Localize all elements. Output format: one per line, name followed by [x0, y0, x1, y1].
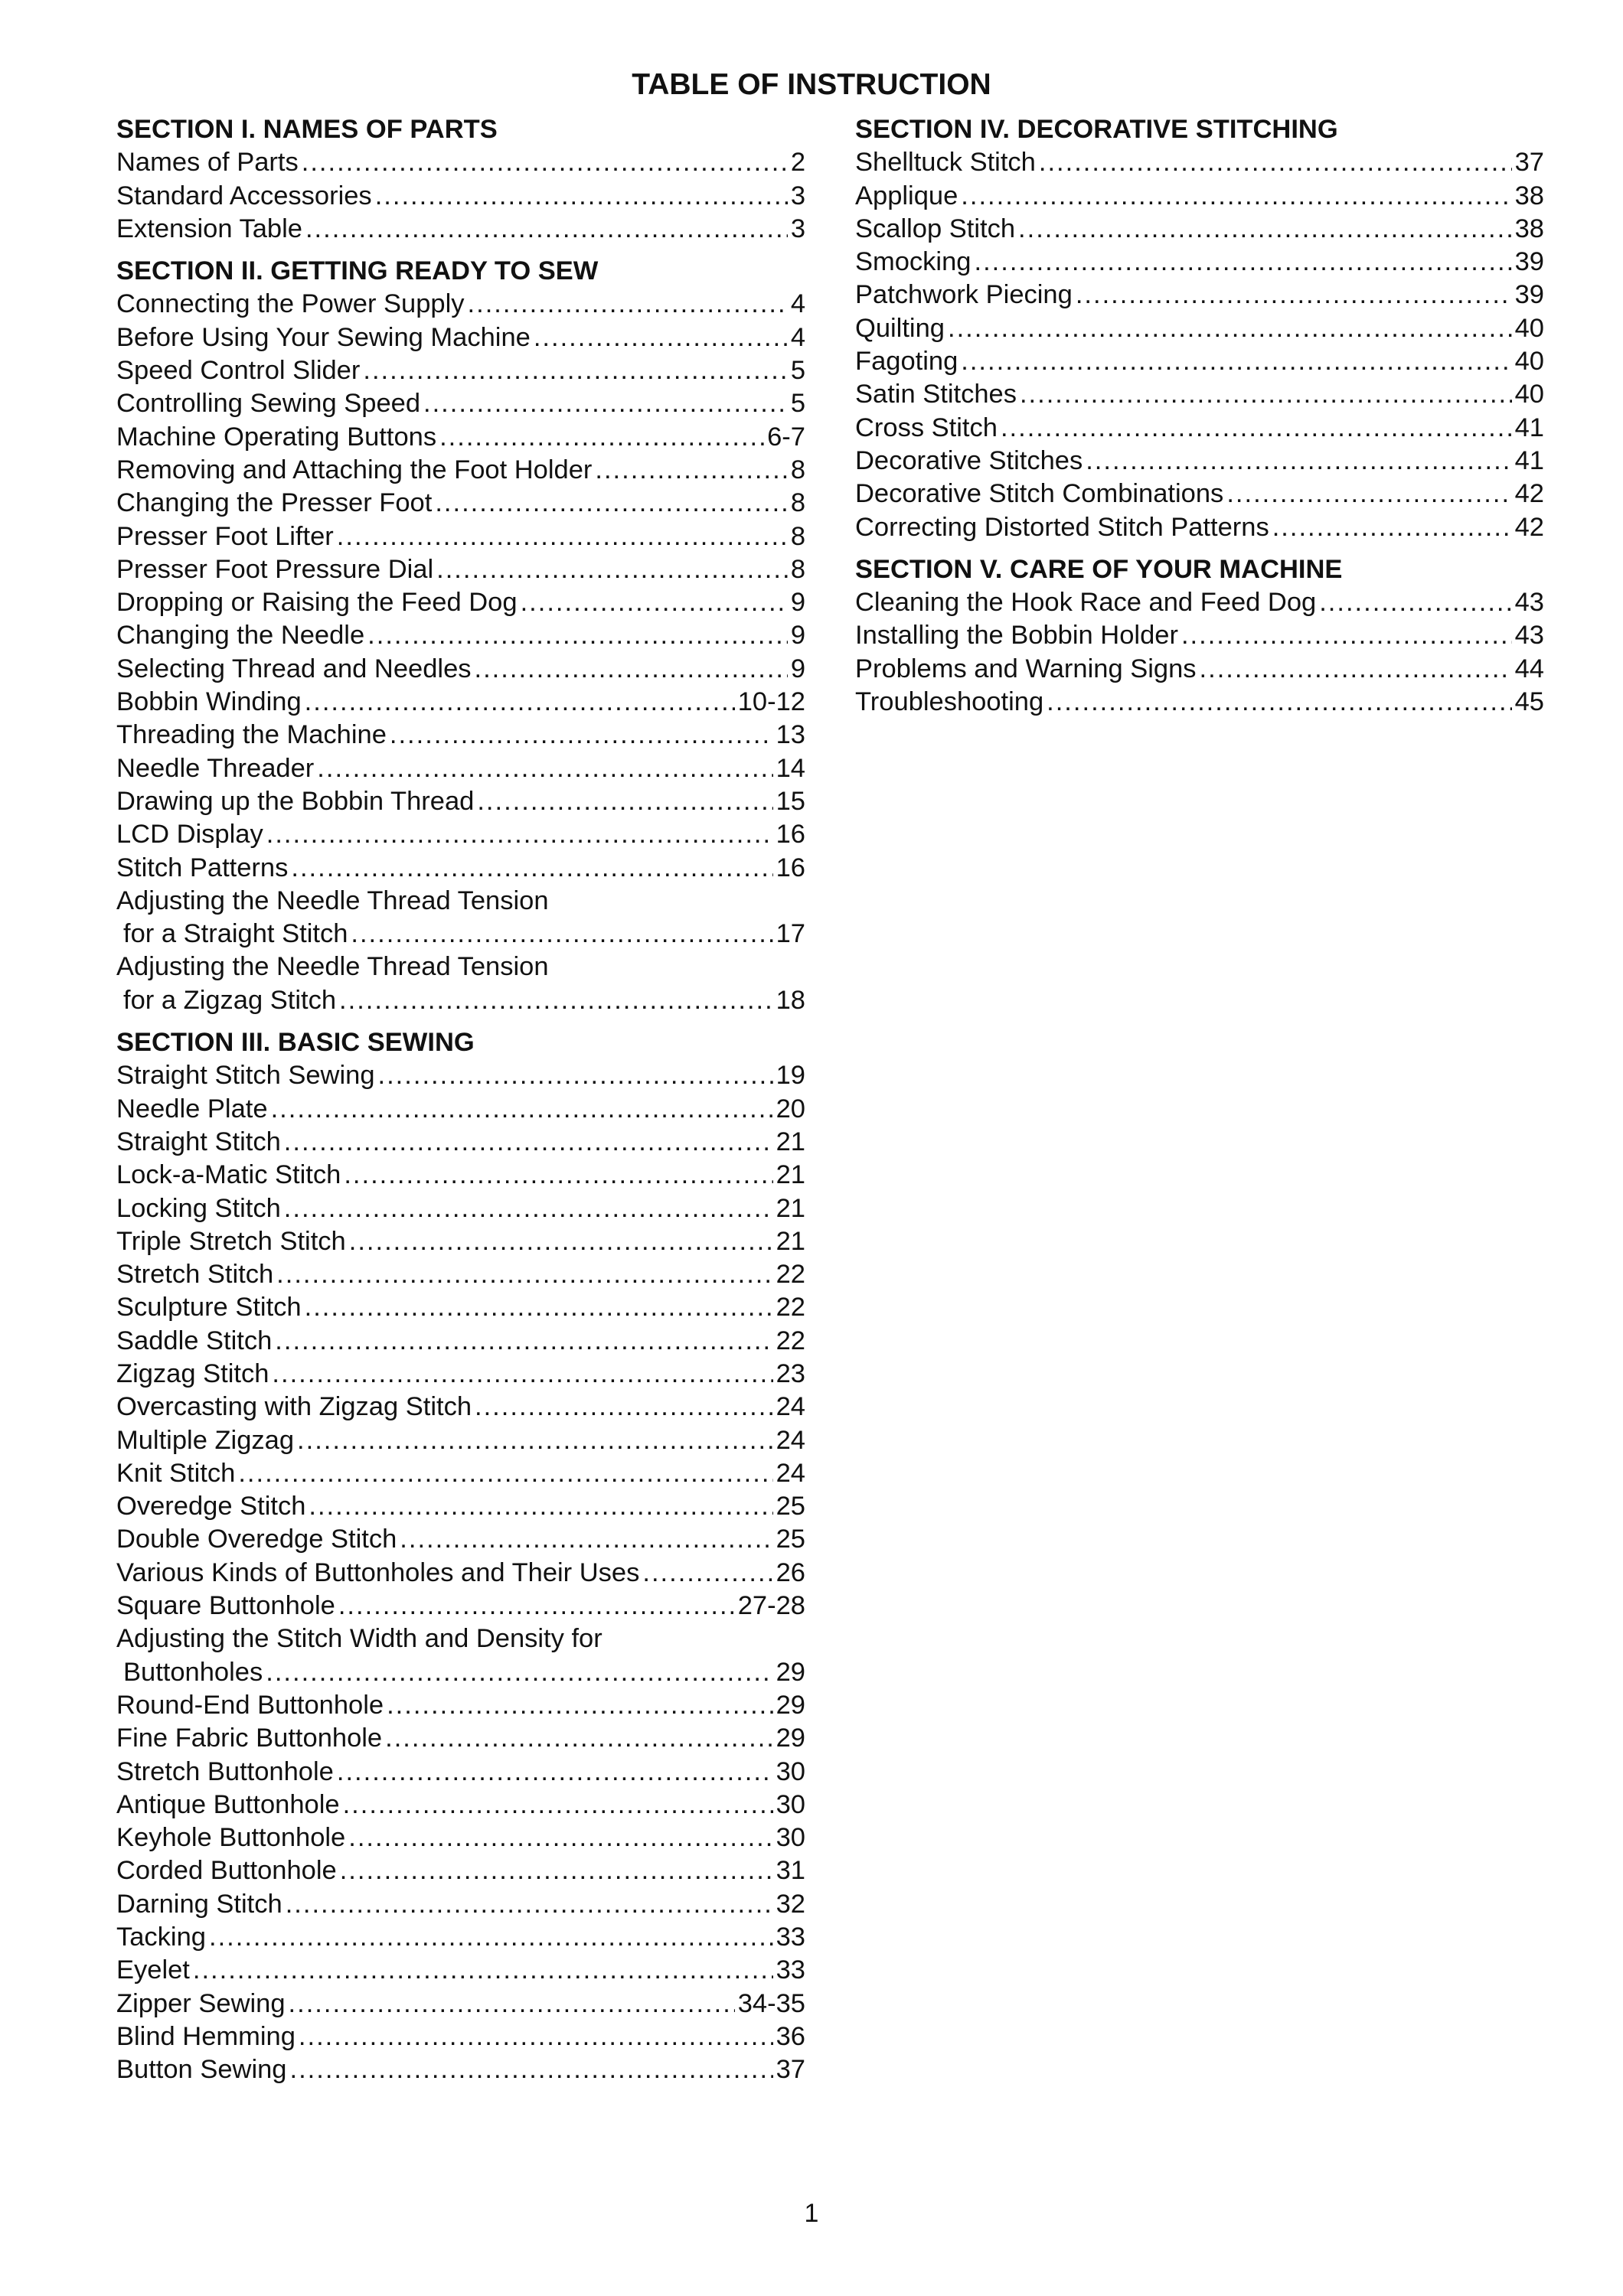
- entry-label: Shelltuck Stitch: [855, 148, 1036, 178]
- section-title: SECTION V. CARE OF YOUR MACHINE: [855, 554, 1343, 584]
- dot-leader: [193, 1954, 773, 1987]
- entry-label: Cross Stitch: [855, 413, 998, 442]
- toc-entry-double-overedge-stitch[interactable]: [116, 1523, 805, 1556]
- entry-label: Quilting: [855, 313, 945, 343]
- entry-page-number: 24: [776, 1392, 805, 1422]
- entry-page-number: 13: [776, 720, 805, 750]
- toc-entry-troubleshooting[interactable]: [855, 686, 1544, 719]
- entry-label: Locking Stitch: [116, 1193, 281, 1223]
- entry-label: Decorative Stitches: [855, 445, 1083, 475]
- entry-label: Speed Control Slider: [116, 356, 361, 386]
- toc-entry-for-a-straight-stitch[interactable]: [116, 918, 805, 951]
- toc-entry-before-using-your-sewing-machine[interactable]: [116, 321, 805, 354]
- dot-leader: [284, 1192, 773, 1225]
- entry-label: Stitch Patterns: [116, 853, 289, 882]
- toc-entry-buttonholes[interactable]: [116, 1656, 805, 1689]
- entry-label: Presser Foot Lifter: [116, 521, 334, 551]
- dot-leader: [305, 686, 735, 719]
- dot-leader: [378, 1059, 773, 1092]
- entry-page-number: 37: [776, 2055, 805, 2085]
- entry-label: Problems and Warning Signs: [855, 654, 1197, 683]
- entry-page-number: 2: [790, 148, 805, 178]
- entry-page-number: 34-35: [737, 1988, 805, 2018]
- dot-leader: [289, 2053, 772, 2086]
- entry-page-number: 30: [776, 1756, 805, 1786]
- entry-page-number: 24: [776, 1425, 805, 1455]
- entry-label: Dropping or Raising the Feed Dog: [116, 588, 518, 618]
- dot-leader: [238, 1457, 772, 1490]
- entry-label: Antique Buttonhole: [116, 1789, 340, 1819]
- toc-section: [116, 113, 805, 246]
- toc-entry-presser-foot-lifter[interactable]: [116, 520, 805, 553]
- toc-entry-installing-the-bobbin-holder[interactable]: [855, 619, 1544, 652]
- dot-leader: [209, 1921, 773, 1954]
- dot-leader: [339, 984, 773, 1017]
- toc-entry-controlling-sewing-speed[interactable]: [116, 387, 805, 420]
- toc-entry-stretch-buttonhole[interactable]: [116, 1756, 805, 1789]
- toc-entry-round-end-buttonhole[interactable]: [116, 1689, 805, 1722]
- entry-label: Zipper Sewing: [116, 1988, 286, 2018]
- entry-label: Satin Stitches: [855, 380, 1017, 409]
- entry-label: Presser Foot Pressure Dial: [116, 554, 434, 584]
- dot-leader: [1200, 653, 1512, 686]
- entry-page-number: 44: [1514, 654, 1544, 683]
- dot-leader: [284, 1126, 773, 1159]
- toc-entry-fagoting[interactable]: [855, 345, 1544, 378]
- toc-entry-tacking[interactable]: [116, 1921, 805, 1954]
- toc-entry-shelltuck-stitch[interactable]: [855, 146, 1544, 179]
- toc-entry-problems-and-warning-signs[interactable]: [855, 653, 1544, 686]
- dot-leader: [338, 1590, 735, 1623]
- entry-label: Correcting Distorted Stitch Patterns: [855, 512, 1269, 542]
- entry-page-number: 40: [1514, 313, 1544, 343]
- toc-entry-scallop-stitch[interactable]: [855, 213, 1544, 246]
- dot-leader: [337, 520, 788, 553]
- toc-entry-changing-the-needle[interactable]: [116, 619, 805, 652]
- dot-leader: [367, 619, 788, 652]
- toc-entry-cleaning-the-hook-race-and-feed-dog[interactable]: [855, 586, 1544, 619]
- dot-leader: [595, 454, 787, 487]
- entry-page-number: 5: [790, 356, 805, 386]
- entry-page-number: 42: [1514, 479, 1544, 509]
- section-title: SECTION III. BASIC SEWING: [116, 1028, 475, 1058]
- toc-section: [116, 1026, 805, 2087]
- entry-page-number: 16: [776, 820, 805, 850]
- entry-page-number: 15: [776, 786, 805, 816]
- entry-label: Applique: [855, 181, 958, 210]
- entry-page-number: 29: [776, 1724, 805, 1753]
- toc-entry-lock-a-matic-stitch[interactable]: [116, 1159, 805, 1192]
- entry-page-number: 31: [776, 1856, 805, 1886]
- toc-entry-overcasting-with-zigzag-stitch[interactable]: [116, 1391, 805, 1424]
- entry-label: Multiple Zigzag: [116, 1425, 295, 1455]
- toc-entry-square-buttonhole[interactable]: [116, 1590, 805, 1623]
- dot-leader: [302, 146, 788, 179]
- dot-leader: [305, 213, 788, 246]
- entry-page-number: 36: [776, 2021, 805, 2051]
- entry-page-number: 8: [790, 521, 805, 551]
- entry-label: Changing the Needle: [116, 621, 365, 651]
- toc-entry-selecting-thread-and-needles[interactable]: [116, 653, 805, 686]
- entry-page-number: 4: [790, 322, 805, 352]
- toc-entry-patchwork-piecing[interactable]: [855, 279, 1544, 311]
- dot-leader: [439, 421, 764, 454]
- toc-entry-machine-operating-buttons[interactable]: [116, 421, 805, 454]
- dot-leader: [475, 1391, 773, 1424]
- dot-leader: [344, 1159, 772, 1192]
- toc-entry-dropping-or-raising-the-feed-dog[interactable]: [116, 586, 805, 619]
- toc-entry-zigzag-stitch[interactable]: [116, 1358, 805, 1391]
- entry-label: Triple Stretch Stitch: [116, 1226, 346, 1256]
- entry-label: Decorative Stitch Combinations: [855, 479, 1224, 509]
- entry-page-number: 21: [776, 1127, 805, 1156]
- entry-page-number: 38: [1514, 181, 1544, 210]
- entry-label: Before Using Your Sewing Machine: [116, 322, 531, 352]
- section-title: SECTION IV. DECORATIVE STITCHING: [855, 115, 1338, 144]
- dot-leader: [317, 752, 772, 785]
- entry-page-number: 33: [776, 1955, 805, 1985]
- toc-entry-standard-accessories[interactable]: [116, 180, 805, 213]
- toc-section: [855, 553, 1544, 719]
- entry-page-number: 30: [776, 1789, 805, 1819]
- dot-leader: [343, 1789, 773, 1821]
- toc-entry-antique-buttonhole[interactable]: [116, 1789, 805, 1821]
- entry-page-number: 17: [776, 919, 805, 949]
- toc-entry-triple-stretch-stitch[interactable]: [116, 1225, 805, 1258]
- entry-page-number: 24: [776, 1458, 805, 1488]
- page-title: TABLE OF INSTRUCTION: [632, 68, 991, 101]
- toc-entry-changing-the-presser-foot[interactable]: [116, 487, 805, 520]
- dot-leader: [1181, 619, 1512, 652]
- entry-page-number: 33: [776, 1923, 805, 1952]
- entry-label: for a Zigzag Stitch: [123, 985, 337, 1015]
- section-title: SECTION II. GETTING READY TO SEW: [116, 256, 599, 286]
- toc-entry-keyhole-buttonhole[interactable]: [116, 1821, 805, 1854]
- dot-leader: [1047, 686, 1511, 719]
- entry-label: Connecting the Power Supply: [116, 289, 465, 319]
- dot-leader: [349, 1225, 773, 1258]
- dot-leader: [305, 1291, 773, 1324]
- dot-leader: [348, 1821, 772, 1854]
- entry-page-number: 6-7: [767, 422, 805, 452]
- toc-entry-applique[interactable]: [855, 180, 1544, 213]
- dot-leader: [1086, 445, 1511, 478]
- toc-entry-fine-fabric-buttonhole[interactable]: [116, 1722, 805, 1755]
- entry-label: Installing the Bobbin Holder: [855, 621, 1178, 651]
- entry-label: Changing the Presser Foot: [116, 488, 433, 518]
- entry-label: for a Straight Stitch: [123, 919, 348, 949]
- entry-label: Various Kinds of Buttonholes and Their Uses: [116, 1557, 640, 1587]
- toc-entry-speed-control-slider[interactable]: [116, 354, 805, 387]
- entry-page-number: 38: [1514, 214, 1544, 243]
- dot-leader: [390, 719, 773, 752]
- dot-leader: [266, 818, 773, 851]
- entry-label: Stretch Stitch: [116, 1260, 274, 1290]
- entry-page-number: 30: [776, 1823, 805, 1853]
- toc-entry-blind-hemming[interactable]: [116, 2020, 805, 2053]
- toc-entry-lcd-display[interactable]: [116, 818, 805, 851]
- toc-entry-zipper-sewing[interactable]: [116, 1988, 805, 2020]
- entry-page-number: 3: [790, 181, 805, 210]
- dot-leader: [1039, 146, 1512, 179]
- toc-entry-locking-stitch[interactable]: [116, 1192, 805, 1225]
- entry-page-number: 9: [790, 654, 805, 683]
- entry-page-number: 27-28: [737, 1591, 805, 1621]
- dot-leader: [1020, 378, 1512, 411]
- entry-label: Standard Accessories: [116, 181, 372, 210]
- entry-label: Straight Stitch Sewing: [116, 1061, 375, 1091]
- entry-page-number: 39: [1514, 280, 1544, 310]
- entry-page-number: 19: [776, 1061, 805, 1091]
- entry-page-number: 43: [1514, 588, 1544, 618]
- dot-leader: [436, 553, 788, 586]
- entry-page-number: 42: [1514, 512, 1544, 542]
- entry-page-number: 9: [790, 621, 805, 651]
- entry-label: Adjusting the Stitch Width and Density for: [116, 1624, 603, 1654]
- toc-entry-decorative-stitch-combinations[interactable]: [855, 478, 1544, 510]
- entry-label: Cleaning the Hook Race and Feed Dog: [855, 588, 1317, 618]
- dot-leader: [961, 345, 1511, 378]
- toc-entry-eyelet[interactable]: [116, 1954, 805, 1987]
- entry-label: Machine Operating Buttons: [116, 422, 437, 452]
- entry-page-number: 5: [790, 389, 805, 419]
- entry-page-number: 40: [1514, 380, 1544, 409]
- entry-label: Needle Plate: [116, 1094, 268, 1124]
- toc-entry-heading[interactable]: [116, 885, 805, 918]
- entry-label: Sculpture Stitch: [116, 1293, 302, 1322]
- toc-entry-saddle-stitch[interactable]: [116, 1325, 805, 1358]
- entry-page-number: 45: [1514, 687, 1544, 717]
- dot-leader: [948, 312, 1512, 345]
- toc-entry-extension-table[interactable]: [116, 213, 805, 246]
- entry-page-number: 41: [1514, 445, 1544, 475]
- entry-label: Names of Parts: [116, 148, 299, 178]
- entry-page-number: 10-12: [737, 687, 805, 717]
- entry-label: Square Buttonhole: [116, 1591, 335, 1621]
- entry-label: Adjusting the Needle Thread Tension: [116, 952, 549, 982]
- dot-leader: [289, 1988, 735, 2020]
- entry-label: Button Sewing: [116, 2055, 287, 2085]
- dot-leader: [291, 852, 772, 885]
- dot-leader: [297, 1424, 773, 1457]
- entry-label: Stretch Buttonhole: [116, 1756, 334, 1786]
- toc-entry-correcting-distorted-stitch-patterns[interactable]: [855, 511, 1544, 544]
- dot-leader: [363, 354, 787, 387]
- entry-page-number: 8: [790, 554, 805, 584]
- toc-entry-stretch-stitch[interactable]: [116, 1258, 805, 1291]
- toc-right-column: [855, 113, 1544, 728]
- dot-leader: [272, 1358, 772, 1391]
- entry-label: Troubleshooting: [855, 687, 1044, 717]
- toc-entry-threading-the-machine[interactable]: [116, 719, 805, 752]
- dot-leader: [309, 1490, 772, 1523]
- entry-label: Bobbin Winding: [116, 687, 302, 717]
- entry-label: Extension Table: [116, 214, 302, 243]
- toc-entry-for-a-zigzag-stitch[interactable]: [116, 984, 805, 1017]
- entry-page-number: 9: [790, 588, 805, 618]
- entry-page-number: 22: [776, 1326, 805, 1355]
- page-number: 1: [804, 2199, 819, 2228]
- dot-leader: [385, 1722, 773, 1755]
- toc-entry-presser-foot-pressure-dial[interactable]: [116, 553, 805, 586]
- toc-entry-names-of-parts[interactable]: [116, 146, 805, 179]
- entry-page-number: 25: [776, 1492, 805, 1521]
- entry-label: LCD Display: [116, 820, 263, 850]
- entry-page-number: 20: [776, 1094, 805, 1124]
- toc-entry-drawing-up-the-bobbin-thread[interactable]: [116, 785, 805, 818]
- dot-leader: [534, 321, 788, 354]
- entry-label: Overedge Stitch: [116, 1492, 306, 1521]
- entry-label: Keyhole Buttonhole: [116, 1823, 346, 1853]
- entry-label: Eyelet: [116, 1955, 190, 1985]
- dot-leader: [468, 288, 788, 321]
- entry-label: Overcasting with Zigzag Stitch: [116, 1392, 472, 1422]
- toc-entry-overedge-stitch[interactable]: [116, 1490, 805, 1523]
- toc-entry-straight-stitch-sewing[interactable]: [116, 1059, 805, 1092]
- entry-label: Threading the Machine: [116, 720, 387, 750]
- toc-entry-heading[interactable]: [116, 1623, 805, 1655]
- entry-page-number: 21: [776, 1226, 805, 1256]
- dot-leader: [276, 1258, 772, 1291]
- toc-left-column: [116, 113, 805, 2096]
- entry-page-number: 21: [776, 1193, 805, 1223]
- dot-leader: [375, 180, 788, 213]
- entry-label: Darning Stitch: [116, 1889, 282, 1919]
- entry-label: Selecting Thread and Needles: [116, 654, 472, 683]
- toc-entry-multiple-zigzag[interactable]: [116, 1424, 805, 1457]
- toc-entry-sculpture-stitch[interactable]: [116, 1291, 805, 1324]
- toc-entry-heading[interactable]: [116, 951, 805, 983]
- toc-entry-decorative-stitches[interactable]: [855, 445, 1544, 478]
- dot-leader: [642, 1557, 772, 1590]
- toc-entry-straight-stitch[interactable]: [116, 1126, 805, 1159]
- entry-page-number: 29: [776, 1657, 805, 1687]
- entry-page-number: 22: [776, 1293, 805, 1322]
- dot-leader: [1076, 279, 1512, 311]
- dot-leader: [1018, 213, 1512, 246]
- entry-label: Tacking: [116, 1923, 206, 1952]
- toc-entry-cross-stitch[interactable]: [855, 412, 1544, 445]
- dot-leader: [337, 1756, 773, 1789]
- dot-leader: [435, 487, 787, 520]
- dot-leader: [286, 1888, 773, 1921]
- dot-leader: [1319, 586, 1511, 619]
- entry-label: Fagoting: [855, 347, 958, 377]
- entry-page-number: 29: [776, 1690, 805, 1720]
- toc-entry-knit-stitch[interactable]: [116, 1457, 805, 1490]
- toc-entry-corded-buttonhole[interactable]: [116, 1854, 805, 1887]
- dot-leader: [351, 918, 772, 951]
- toc-entry-stitch-patterns[interactable]: [116, 852, 805, 885]
- dot-leader: [961, 180, 1511, 213]
- dot-leader: [477, 785, 772, 818]
- entry-label: Smocking: [855, 247, 972, 277]
- entry-label: Scallop Stitch: [855, 214, 1016, 243]
- entry-page-number: 8: [790, 488, 805, 518]
- entry-label: Adjusting the Needle Thread Tension: [116, 885, 549, 915]
- entry-label: Round-End Buttonhole: [116, 1690, 384, 1720]
- toc-entry-connecting-the-power-supply[interactable]: [116, 288, 805, 321]
- entry-label: Controlling Sewing Speed: [116, 389, 421, 419]
- entry-label: Patchwork Piecing: [855, 280, 1073, 310]
- entry-label: Needle Threader: [116, 753, 315, 783]
- dot-leader: [299, 2020, 773, 2053]
- toc-entry-satin-stitches[interactable]: [855, 378, 1544, 411]
- entry-label: Zigzag Stitch: [116, 1358, 269, 1388]
- toc-entry-various-kinds-of-buttonholes-and-their-uses[interactable]: [116, 1557, 805, 1590]
- toc-entry-needle-threader[interactable]: [116, 752, 805, 785]
- toc-entry-darning-stitch[interactable]: [116, 1888, 805, 1921]
- entry-page-number: 18: [776, 985, 805, 1015]
- dot-leader: [1226, 478, 1511, 510]
- toc-entry-removing-and-attaching-the-foot-holder[interactable]: [116, 454, 805, 487]
- entry-label: Fine Fabric Buttonhole: [116, 1724, 383, 1753]
- entry-label: Blind Hemming: [116, 2021, 296, 2051]
- entry-page-number: 40: [1514, 347, 1544, 377]
- dot-leader: [400, 1523, 772, 1556]
- entry-page-number: 23: [776, 1358, 805, 1388]
- dot-leader: [974, 246, 1511, 279]
- entry-page-number: 3: [790, 214, 805, 243]
- dot-leader: [423, 387, 788, 420]
- entry-page-number: 32: [776, 1889, 805, 1919]
- entry-label: Knit Stitch: [116, 1458, 236, 1488]
- section-title: SECTION I. NAMES OF PARTS: [116, 115, 498, 144]
- dot-leader: [340, 1854, 773, 1887]
- entry-label: Straight Stitch: [116, 1127, 281, 1156]
- dot-leader: [266, 1656, 772, 1689]
- entry-page-number: 25: [776, 1525, 805, 1554]
- toc-entry-needle-plate[interactable]: [116, 1093, 805, 1126]
- entry-page-number: 21: [776, 1160, 805, 1190]
- entry-label: Buttonholes: [123, 1657, 263, 1687]
- entry-page-number: 8: [790, 455, 805, 484]
- entry-page-number: 14: [776, 753, 805, 783]
- toc-section: [116, 255, 805, 1017]
- dot-leader: [1001, 412, 1512, 445]
- entry-page-number: 39: [1514, 247, 1544, 277]
- toc-section: [855, 113, 1544, 544]
- dot-leader: [475, 653, 788, 686]
- entry-label: Lock-a-Matic Stitch: [116, 1160, 341, 1190]
- dot-leader: [387, 1689, 773, 1722]
- dot-leader: [271, 1093, 773, 1126]
- dot-leader: [275, 1325, 772, 1358]
- entry-label: Saddle Stitch: [116, 1326, 273, 1355]
- entry-page-number: 22: [776, 1260, 805, 1290]
- dot-leader: [1272, 511, 1512, 544]
- dot-leader: [521, 586, 788, 619]
- entry-page-number: 26: [776, 1557, 805, 1587]
- entry-label: Drawing up the Bobbin Thread: [116, 786, 475, 816]
- entry-page-number: 41: [1514, 413, 1544, 442]
- entry-label: Double Overedge Stitch: [116, 1525, 397, 1554]
- toc-entry-quilting[interactable]: [855, 312, 1544, 345]
- entry-label: Corded Buttonhole: [116, 1856, 337, 1886]
- toc-entry-bobbin-winding[interactable]: [116, 686, 805, 719]
- toc-entry-button-sewing[interactable]: [116, 2053, 805, 2086]
- entry-page-number: 16: [776, 853, 805, 882]
- entry-page-number: 4: [790, 289, 805, 319]
- entry-label: Removing and Attaching the Foot Holder: [116, 455, 593, 484]
- toc-entry-smocking[interactable]: [855, 246, 1544, 279]
- entry-page-number: 37: [1514, 148, 1544, 178]
- entry-page-number: 43: [1514, 621, 1544, 651]
